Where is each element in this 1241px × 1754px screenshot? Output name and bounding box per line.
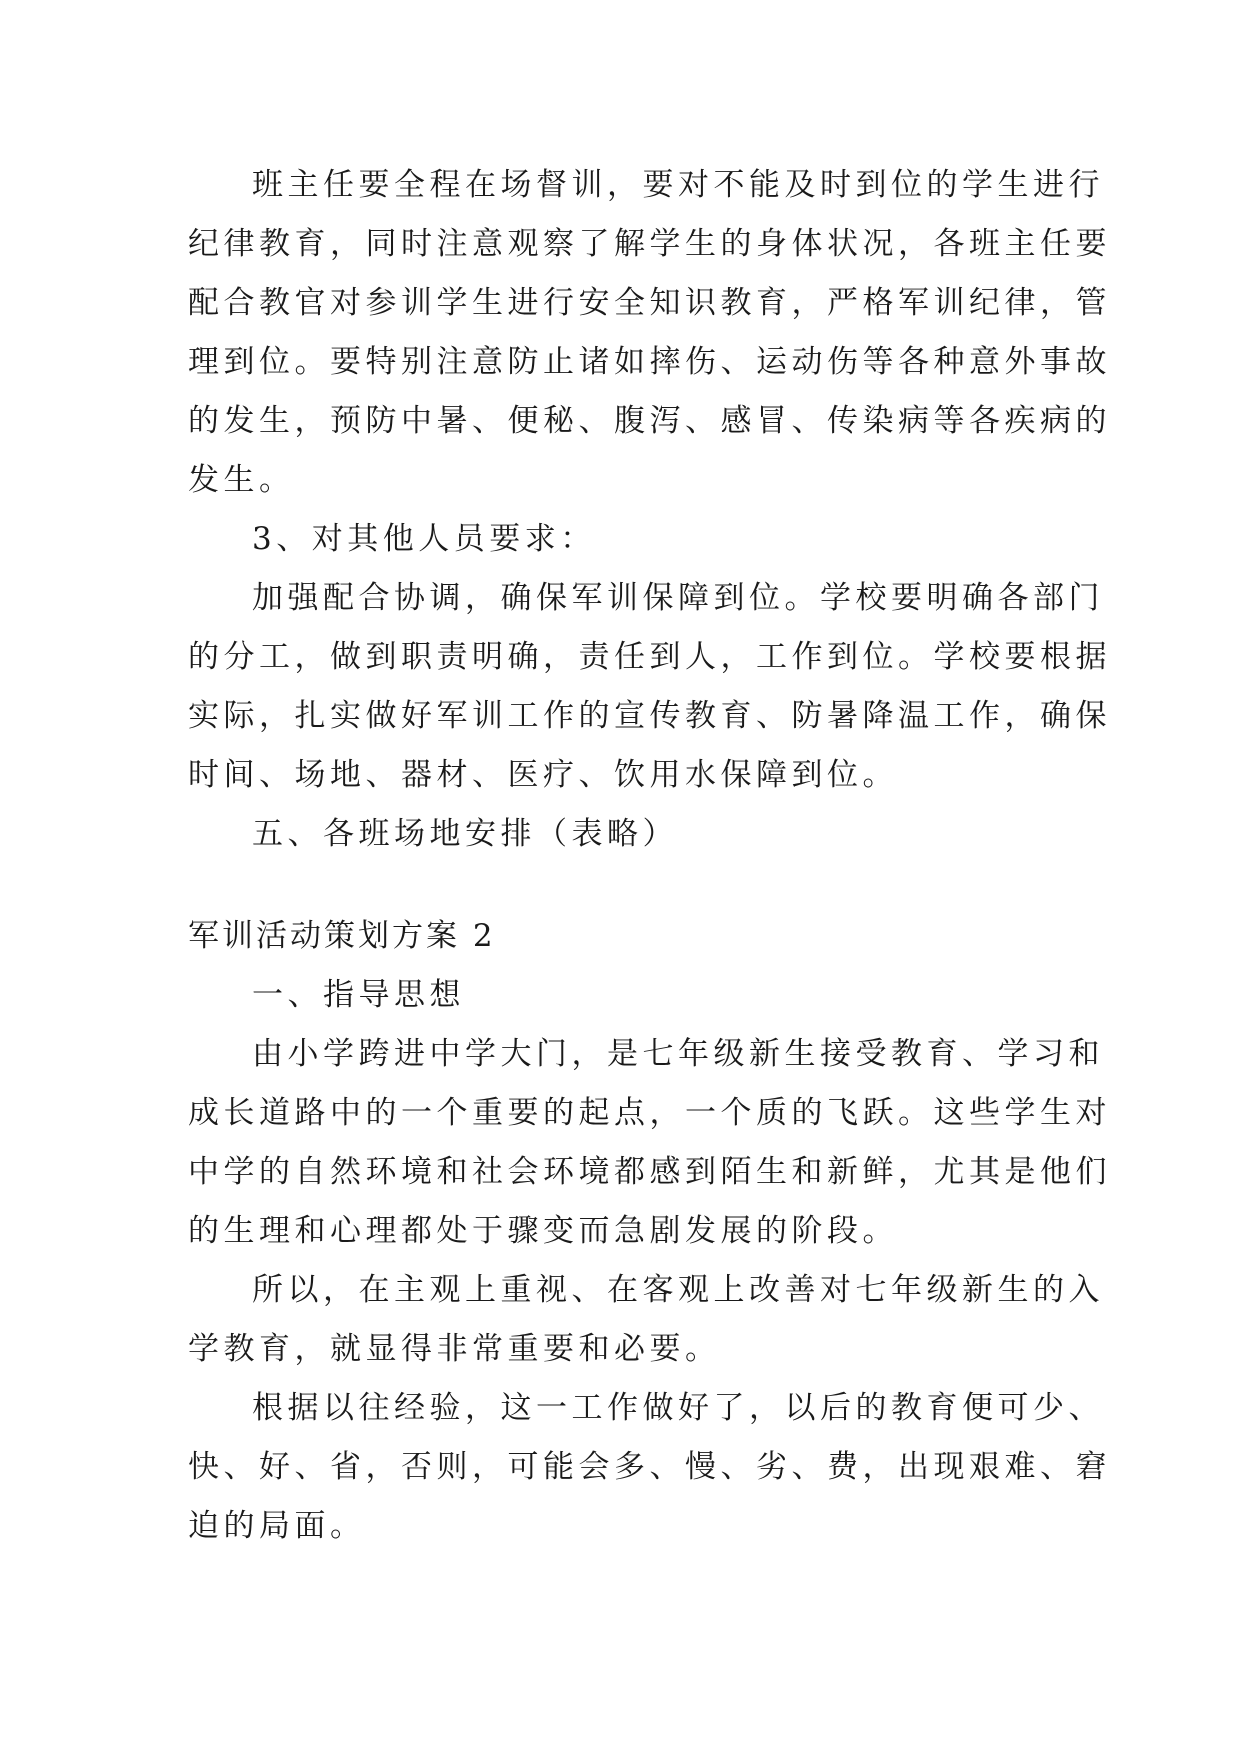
paragraph-line: 的发生，预防中暑、便秘、腹泻、感冒、传染病等各疾病的 (188, 403, 1111, 439)
paragraph-line: 学教育，就显得非常重要和必要。 (188, 1331, 721, 1367)
paragraph-line: 由小学跨进中学大门，是七年级新生接受教育、学习和 (252, 1036, 1104, 1072)
section-heading: 五、各班场地安排（表略） (252, 816, 678, 852)
paragraph-line: 迫的局面。 (188, 1508, 366, 1544)
paragraph-line: 时间、场地、器材、医疗、饮用水保障到位。 (188, 757, 898, 793)
section-heading: 3、对其他人员要求： (252, 521, 596, 557)
paragraph-line: 根据以往经验，这一工作做好了，以后的教育便可少、 (252, 1390, 1104, 1426)
paragraph-line: 加强配合协调，确保军训保障到位。学校要明确各部门 (252, 580, 1104, 616)
paragraph-line: 理到位。要特别注意防止诸如摔伤、运动伤等各种意外事故 (188, 344, 1111, 380)
paragraph-line: 实际，扎实做好军训工作的宣传教育、防暑降温工作，确保 (188, 698, 1111, 734)
paragraph-line: 快、好、省，否则，可能会多、慢、劣、费，出现艰难、窘 (188, 1449, 1111, 1485)
paragraph-line: 的生理和心理都处于骤变而急剧发展的阶段。 (188, 1213, 898, 1249)
paragraph-line: 纪律教育，同时注意观察了解学生的身体状况，各班主任要 (188, 226, 1111, 262)
paragraph-line: 的分工，做到职责明确，责任到人，工作到位。学校要根据 (188, 639, 1111, 675)
section-heading: 一、指导思想 (252, 977, 465, 1013)
document-title: 军训活动策划方案 2 (188, 918, 496, 954)
paragraph-line: 班主任要全程在场督训，要对不能及时到位的学生进行 (252, 167, 1104, 203)
paragraph-line: 发生。 (188, 462, 295, 498)
paragraph-line: 所以，在主观上重视、在客观上改善对七年级新生的入 (252, 1272, 1104, 1308)
paragraph-line: 成长道路中的一个重要的起点，一个质的飞跃。这些学生对 (188, 1095, 1111, 1131)
paragraph-line: 中学的自然环境和社会环境都感到陌生和新鲜，尤其是他们 (188, 1154, 1111, 1190)
paragraph-line: 配合教官对参训学生进行安全知识教育，严格军训纪律，管 (188, 285, 1111, 321)
